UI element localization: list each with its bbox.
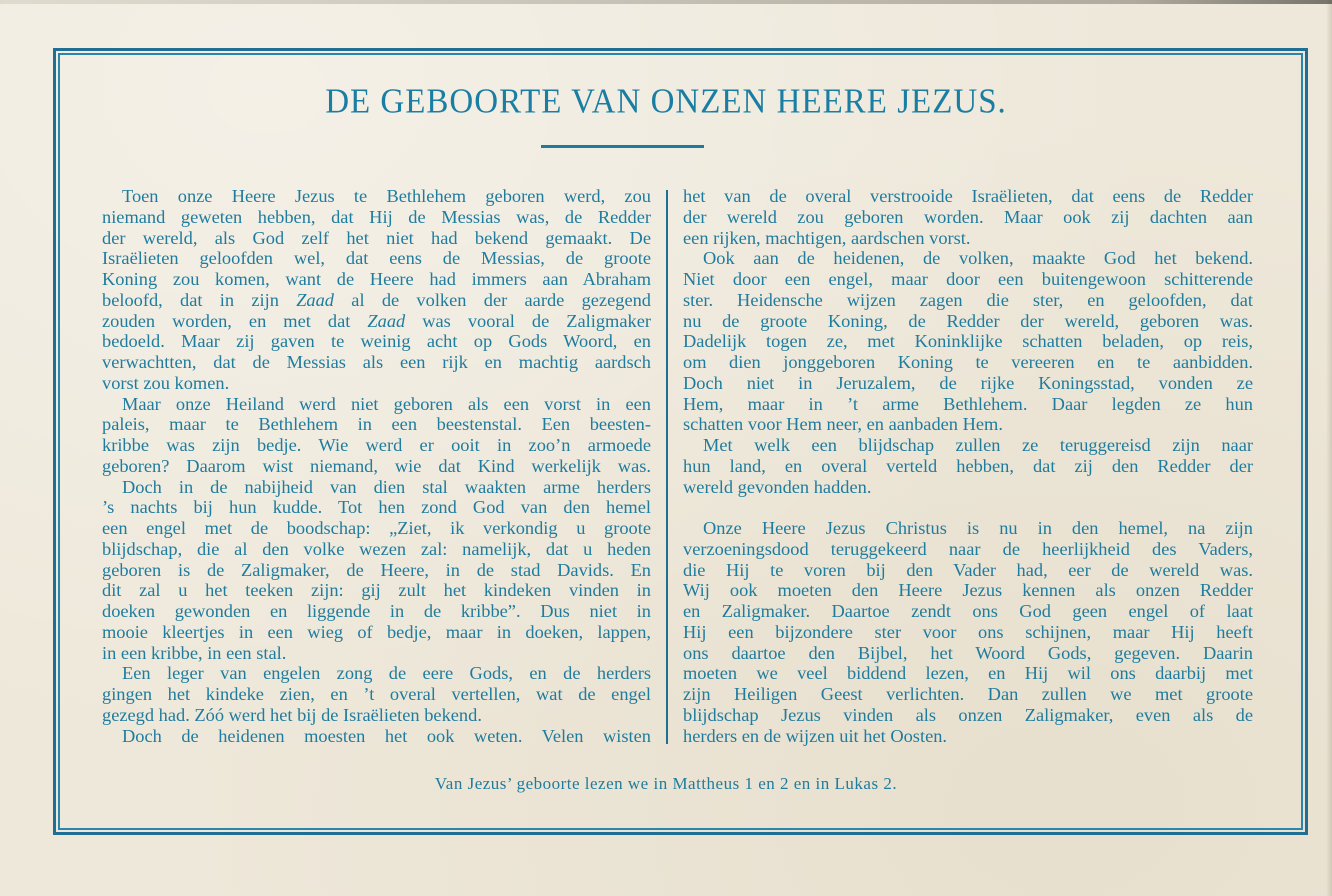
paragraph bbox=[683, 248, 1253, 435]
paragraph bbox=[102, 394, 651, 477]
text-line: en Zaligmaker. Daartoe zendt ons God geen engel of laat bbox=[683, 601, 1253, 621]
scripture-reference: Van Jezus’ geboorte lezen we in Mattheus 1 en 2 en in Lukas 2. bbox=[434, 774, 898, 793]
text-line: mooie kleertjes in een wieg of bedje, maar in doeken, lappen, bbox=[102, 621, 651, 642]
text-line: niemand geweten hebben, dat Hij de Messias was, de Redder bbox=[102, 206, 651, 227]
text-line: vorst zou komen. bbox=[102, 372, 230, 393]
italic-word: Zaad bbox=[296, 289, 335, 310]
text-line: paleis, maar te Bethlehem in een beestenstal. Een beesten- bbox=[102, 414, 651, 435]
text-line: blijdschap Jezus vinden als onzen Zaligmaker, even als de bbox=[683, 704, 1253, 725]
text-line: zijn Heiligen Geest verlichten. Dan zullen we met groote bbox=[683, 684, 1253, 704]
text-column-left bbox=[102, 186, 651, 746]
text-line: een engel met de boodschap: „Ziet, ik verkondig u groote bbox=[102, 518, 651, 538]
text-line: der wereld zou geboren worden. Maar ook zij dachten aan bbox=[683, 206, 1253, 227]
text-line: der wereld, als God zelf het niet had bekend gemaakt. De bbox=[102, 227, 651, 248]
text-run: was vooral de Zaligmaker bbox=[405, 310, 652, 331]
text-line: hun land, en overal verteld hebben, dat zij den Redder der bbox=[683, 455, 1253, 476]
text-line: in een kribbe, in een stal. bbox=[102, 642, 287, 663]
text-line: Maar onze Heiland werd niet geboren als een vorst in een bbox=[122, 393, 651, 414]
text-line: Met welk een blijdschap zullen ze teruggereisd zijn naar bbox=[703, 435, 1253, 455]
text-line: doeken gewonden en liggende in de kribbe”. Dus niet in bbox=[102, 601, 651, 621]
scan-edge-right bbox=[1326, 0, 1332, 896]
text-line: Israëlieten geloofden wel, dat eens de Messias, de groote bbox=[102, 248, 651, 269]
text-line: Onze Heere Jezus Christus is nu in den hemel, na zijn bbox=[703, 518, 1253, 538]
text-line: Doch in de nabijheid van dien stal waakten arme herders bbox=[122, 476, 651, 497]
text-run: zouden worden, en met dat bbox=[102, 310, 368, 331]
text-line: Niet door een engel, maar door een buitengewoon schitterende bbox=[683, 269, 1253, 289]
text-line: blijdschap, die al den volke wezen zal: namelijk, dat u heden bbox=[102, 538, 651, 559]
text-line: Toen onze Heere Jezus te Bethlehem geboren werd, zou bbox=[122, 186, 651, 206]
text-line: gingen het kindeke zien, en ’t overal vertellen, wat de engel bbox=[102, 684, 651, 704]
text-line: Een leger van engelen zong de eere Gods, en de herders bbox=[122, 663, 651, 684]
text-column-right bbox=[683, 186, 1253, 746]
text-line: die Hij te voren bij den Vader had, eer de wereld was. bbox=[683, 559, 1253, 580]
scan-edge-shadow bbox=[0, 0, 1332, 4]
text-line: Hem, maar in ’t arme Bethlehem. Daar legden ze hun bbox=[683, 393, 1253, 414]
title-underline bbox=[541, 145, 704, 148]
text-line: verzoeningsdood teruggekeerd naar de heerlijkheid des Vaders, bbox=[683, 538, 1253, 559]
page-title: DE GEBOORTE VAN ONZEN HEERE JEZUS. bbox=[325, 83, 1007, 121]
text-line: ons daartoe den Bijbel, het Woord Gods, gegeven. Daarin bbox=[683, 642, 1253, 663]
text-line: gezegd had. Zóó werd het bij de Israëlieten bekend. bbox=[102, 704, 482, 725]
paragraph bbox=[102, 186, 651, 394]
paragraph bbox=[683, 186, 1253, 248]
text-line bbox=[102, 290, 651, 311]
text-run: al de volken der aarde gezegend bbox=[334, 289, 652, 310]
text-line: ster. Heidensche wijzen zagen die ster, en geloofden, dat bbox=[683, 289, 1253, 310]
text-line: dit zal u het teeken zijn: gij zult het kindeken vinden in bbox=[102, 580, 651, 601]
text-line: Hij een bijzondere ster voor ons schijnen, maar Hij heeft bbox=[683, 621, 1253, 642]
paragraph bbox=[102, 726, 651, 747]
column-divider bbox=[666, 190, 668, 744]
text-line: geboren? Daarom wist niemand, wie dat Kind werkelijk was. bbox=[102, 455, 651, 476]
text-line: Dadelijk togen ze, met Koninklijke schatten beladen, op reis, bbox=[683, 331, 1253, 352]
text-line: Doch de heidenen moesten het ook weten. Velen wisten bbox=[122, 725, 651, 746]
text-line: schatten voor Hem neer, en aanbaden Hem. bbox=[683, 414, 1003, 435]
text-line: wereld gevonden hadden. bbox=[683, 476, 872, 497]
text-line: Doch niet in Jeruzalem, de rijke Koningsstad, vonden ze bbox=[683, 372, 1253, 393]
paragraph bbox=[102, 663, 651, 725]
text-line: verwachtten, dat de Messias als een rijk en machtig aardsch bbox=[102, 352, 651, 372]
text-line: kribbe was zijn bedje. Wie werd er ooit in zoo’n armoede bbox=[102, 435, 651, 455]
text-line: Wij ook moeten den Heere Jezus kennen als onzen Redder bbox=[683, 580, 1253, 601]
text-line: Koning zou komen, want de Heere had immers aan Abraham bbox=[102, 269, 651, 289]
text-line: bedoeld. Maar zij gaven te weinig acht op Gods Woord, en bbox=[102, 331, 651, 352]
text-line: geboren is de Zaligmaker, de Heere, in de stad Davids. En bbox=[102, 559, 651, 580]
italic-word: Zaad bbox=[367, 310, 406, 331]
text-run: beloofd, dat in zijn bbox=[102, 289, 297, 310]
text-line: Ook aan de heidenen, de volken, maakte God het bekend. bbox=[703, 248, 1253, 269]
paragraph bbox=[102, 477, 651, 664]
text-line: nu de groote Koning, de Redder der wereld, geboren was. bbox=[683, 310, 1253, 331]
text-line: herders en de wijzen uit het Oosten. bbox=[683, 725, 948, 746]
text-line bbox=[102, 311, 651, 332]
text-line: het van de overal verstrooide Israëlieten, dat eens de Redder bbox=[683, 186, 1253, 206]
paragraph bbox=[683, 518, 1253, 746]
text-line: moeten we veel biddend lezen, en Hij wil ons daarbij met bbox=[683, 663, 1253, 684]
text-line: een rijken, machtigen, aardschen vorst. bbox=[683, 227, 971, 248]
text-line: ’s nachts bij hun kudde. Tot hen zond God van den hemel bbox=[102, 497, 651, 518]
paragraph bbox=[683, 435, 1253, 497]
text-line: om dien jonggeboren Koning te vereeren en te aanbidden. bbox=[683, 352, 1253, 372]
